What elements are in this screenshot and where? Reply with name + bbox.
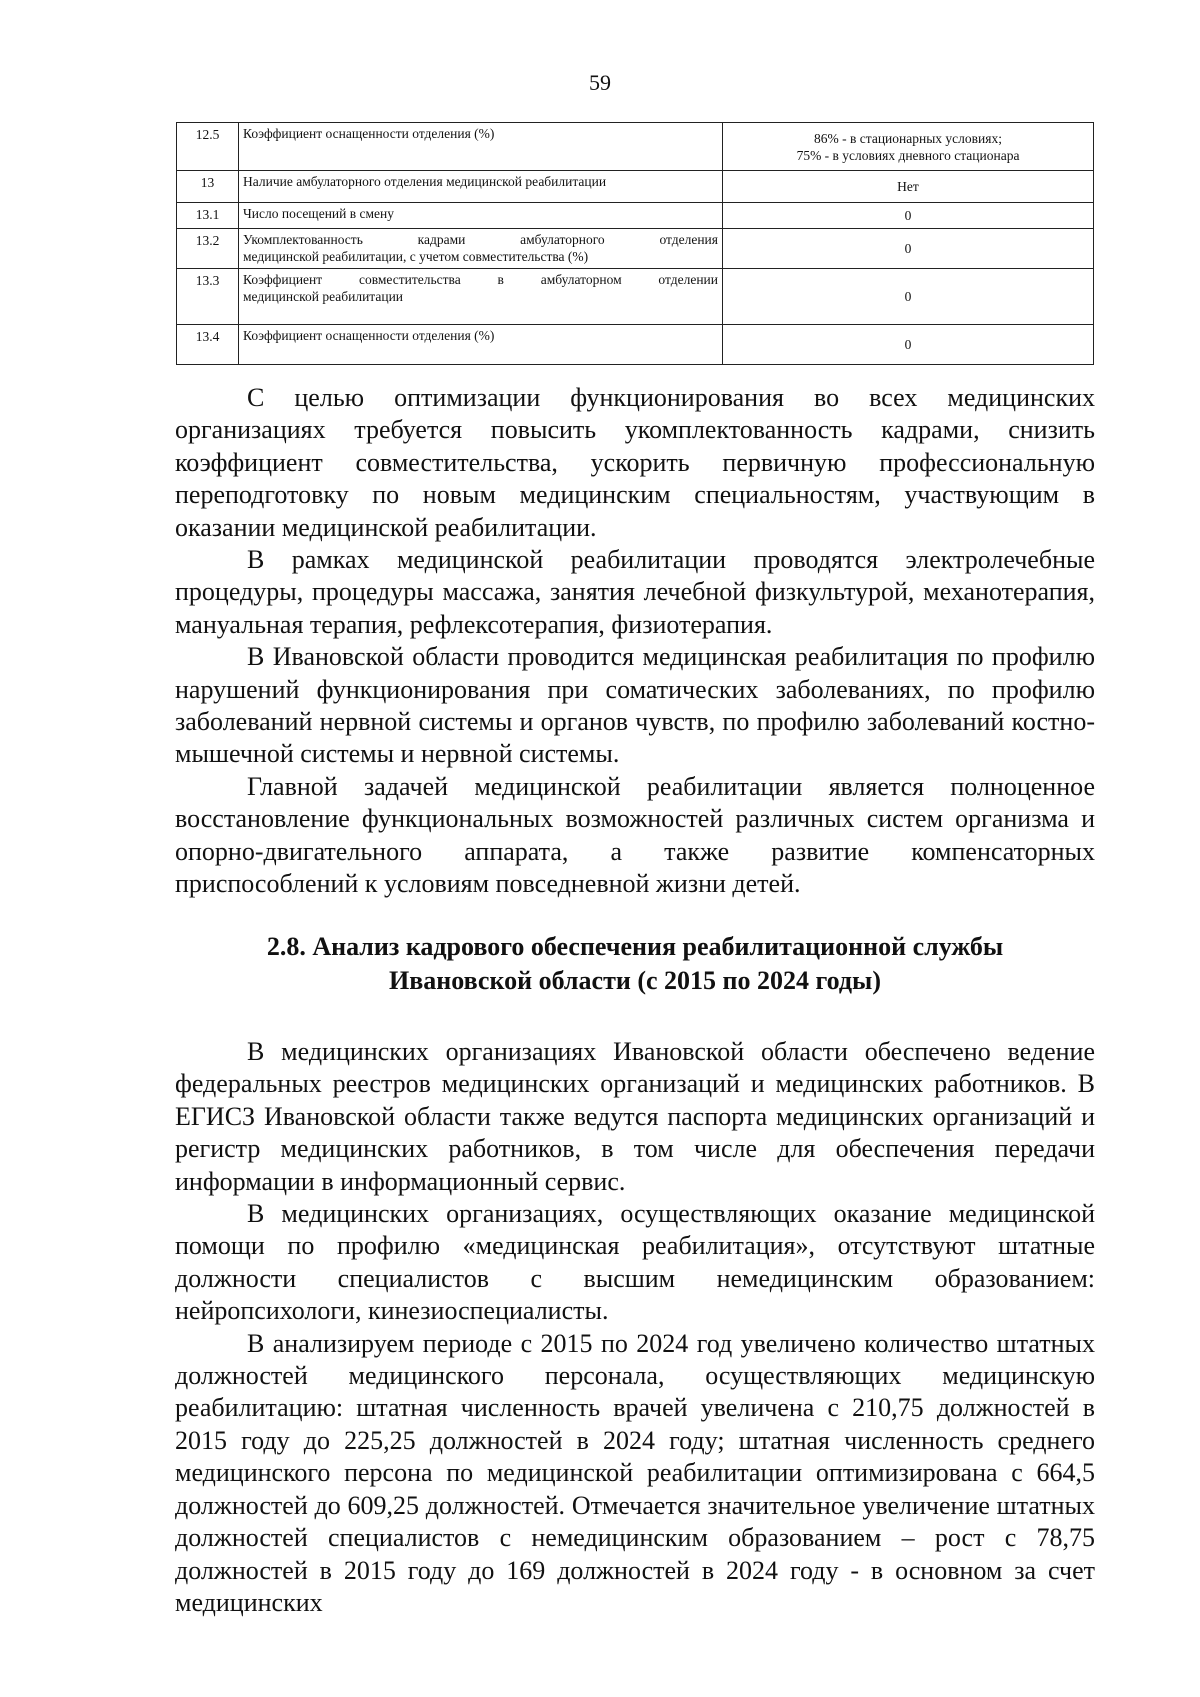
paragraph: В анализируем периоде с 2015 по 2024 год увеличено количество штатных должностей медицинского персонала, осуществляющих медицинскую реабилитацию: штатная численность врачей увеличена с 210,75 должностей в 2015 году до 225,25 должностей в 2024 году; штатная численность среднего медицинского персона по медицинской реабилитации оптимизирована с 664,5 должностей до 609,25 должностей. Отмечается значительное увеличение штатных должностей специалистов с немедицинским образованием – рост с 78,75 должностей в 2015 году до 169 должностей в 2024 году - в основном за счет медицинских <box>175 1328 1095 1617</box>
row-value-line: 75% - в условиях дневного стационара <box>796 147 1020 163</box>
row-value: 0 <box>723 203 1094 229</box>
indicators-table <box>176 122 1094 365</box>
paragraph: Главной задачей медицинской реабилитации является полноценное восстановление функциональных возможностей различных систем организма и опорно-двигательного аппарата, а также развитие компенсаторных приспособлений к условиям повседневной жизни детей. <box>175 771 1095 899</box>
row-value: 0 <box>723 229 1094 269</box>
body-text-bottom <box>175 1036 1095 1619</box>
row-value: 0 <box>723 325 1094 365</box>
table-row <box>177 269 1094 325</box>
row-label-line: Коэффициент совместительства в амбулаторном отделении <box>243 272 718 287</box>
row-label-line: медицинской реабилитации <box>243 289 404 304</box>
row-number: 13.1 <box>177 203 239 229</box>
row-number: 13.2 <box>177 229 239 269</box>
section-title-line: Ивановской области (с 2015 по 2024 годы) <box>388 966 882 995</box>
table-row <box>177 203 1094 229</box>
row-label: Коэффициент оснащенности отделения (%) <box>239 123 723 171</box>
section-heading <box>175 930 1095 998</box>
row-label: Число посещений в смену <box>239 203 723 229</box>
paragraph: В медицинских организациях, осуществляющих оказание медицинской помощи по профилю «медицинская реабилитация», отсутствуют штатные должности специалистов с высшим немедицинским образованием: нейропсихологи, кинезиоспециалисты. <box>175 1199 1095 1326</box>
row-label <box>239 229 723 269</box>
paragraph: В рамках медицинской реабилитации проводятся электролечебные процедуры, процедуры массажа, занятия лечебной физкультурой, механотерапия, мануальная терапия, рефлексотерапия, физиотерапия. <box>175 545 1095 639</box>
row-number: 12.5 <box>177 123 239 171</box>
paragraph: В медицинских организациях Ивановской области обеспечено ведение федеральных реестров медицинских организаций и медицинских работников. В ЕГИСЗ Ивановской области также ведутся паспорта медицинских организаций и регистр медицинских работников, в том числе для обеспечения передачи информации в информационный сервис. <box>175 1037 1095 1196</box>
row-label: Наличие амбулаторного отделения медицинской реабилитации <box>239 171 723 203</box>
row-value-line: 86% - в стационарных условиях; <box>814 130 1002 146</box>
row-label <box>239 269 723 325</box>
body-text-top <box>175 382 1095 901</box>
row-value: 0 <box>723 269 1094 325</box>
row-value: Нет <box>723 171 1094 203</box>
row-label-line: Укомплектованность кадрами амбулаторного отделения <box>243 232 718 247</box>
table-row <box>177 325 1094 365</box>
row-number: 13 <box>177 171 239 203</box>
row-number: 13.3 <box>177 269 239 325</box>
row-value <box>723 123 1094 171</box>
row-number: 13.4 <box>177 325 239 365</box>
table-row <box>177 229 1094 269</box>
row-label-line: медицинской реабилитации, с учетом совместительства (%) <box>243 249 589 264</box>
row-label: Коэффициент оснащенности отделения (%) <box>239 325 723 365</box>
paragraph: С целью оптимизации функционирования во всех медицинских организациях требуется повысить укомплектованность кадрами, снизить коэффициент совместительства, ускорить первичную профессиональную переподготовку по новым медицинским специальностям, участвующим в оказании медицинской реабилитации. <box>175 383 1095 542</box>
table-row <box>177 171 1094 203</box>
paragraph: В Ивановской области проводится медицинская реабилитация по профилю нарушений функционирования при соматических заболеваниях, по профилю заболеваний нервной системы и органов чувств, по профилю заболеваний костно-мышечной системы и нервной системы. <box>175 642 1095 769</box>
table-row <box>177 123 1094 171</box>
section-title-line: 2.8. Анализ кадрового обеспечения реабилитационной службы <box>266 932 1004 961</box>
page-number: 59 <box>589 70 611 95</box>
